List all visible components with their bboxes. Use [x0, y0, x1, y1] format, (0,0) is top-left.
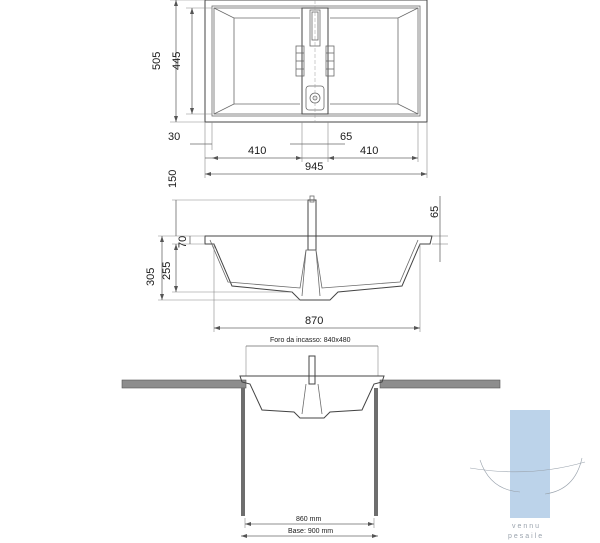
brand-line1: vennu	[512, 523, 542, 530]
install-view	[122, 337, 500, 538]
dim-depth-outer: 505	[151, 51, 163, 70]
inner-width-label: 860 mm	[296, 516, 322, 523]
basin-installed	[240, 376, 384, 418]
dim-total-width: 945	[305, 161, 324, 173]
cabinet-side-right	[374, 388, 378, 516]
right-basin-top	[328, 8, 418, 114]
dim-basin-right: 410	[360, 145, 379, 157]
dim-inner-width: 870	[305, 315, 324, 327]
dim-rim: 30	[168, 131, 181, 143]
countertop-left	[122, 380, 246, 388]
dim-depth-inner: 445	[171, 51, 183, 70]
dim-tap-height: 150	[167, 169, 179, 188]
base-width-label: Base: 900 mm	[288, 528, 334, 535]
dim-total-height: 305	[145, 267, 157, 286]
tap-side	[308, 200, 316, 250]
tap-installed	[309, 356, 315, 384]
top-view	[151, 0, 427, 178]
left-basin-top	[214, 8, 302, 114]
cutout-label: Foro da incasso: 840x480	[270, 337, 351, 344]
dim-divider: 65	[340, 131, 353, 143]
dim-basin-depth: 255	[161, 261, 173, 280]
dim-rim-thickness: 70	[177, 235, 189, 248]
cabinet-side-left	[241, 388, 245, 516]
dim-basin-left: 410	[248, 145, 267, 157]
countertop-right	[380, 380, 500, 388]
brand-logo	[470, 410, 585, 540]
brand-line2: pesaile	[508, 533, 545, 540]
dim-rim-right: 65	[429, 205, 441, 218]
side-view	[145, 170, 448, 332]
brand-bar	[510, 410, 550, 518]
